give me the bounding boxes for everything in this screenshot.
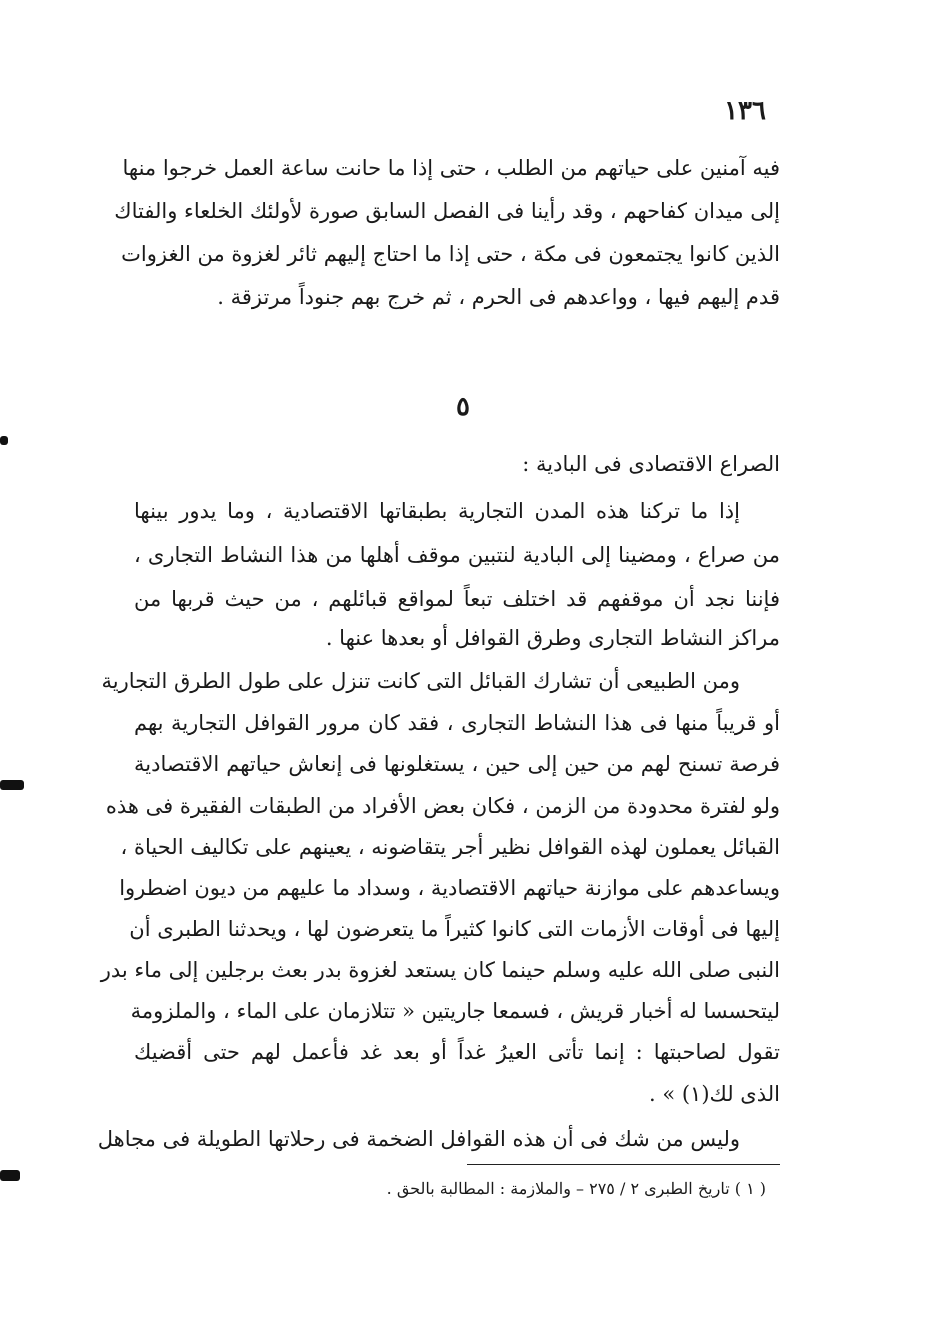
text-line: الذى لك(١) » . — [648, 1082, 780, 1106]
section-heading: الصراع الاقتصادى فى البادية : — [522, 452, 780, 476]
text-line: ويساعدهم على موازنة حياتهم الاقتصادية ، وسداد ما عليهم من ديون اضطروا — [119, 876, 780, 900]
text-line: تقول لصاحبتها : إنما تأتى العيرُ غداً أو بعد غد فأعمل لهم حتى أقضيك — [134, 1040, 780, 1064]
text-line: وليس من شك فى أن هذه القوافل الضخمة فى رحلاتها الطويلة فى مجاهل — [97, 1127, 740, 1151]
text-line: القبائل يعملون لهذه القوافل نظير أجر يتقاضونه ، يعينهم على تكاليف الحياة ، — [120, 835, 780, 859]
page-number: ١٣٦ — [724, 96, 766, 126]
text-line: ولو لفترة محدودة من الزمن ، فكان بعض الأفراد من الطبقات الفقيرة فى هذه — [105, 794, 780, 818]
section-number: ٥ — [456, 392, 470, 422]
text-line: فرصة تسنح لهم من حين إلى حين ، يستغلونها فى إنعاش حياتهم الاقتصادية — [134, 752, 780, 776]
footnote: ( ١ ) تاريخ الطبرى ٢ / ٢٧٥ – والملازمة : المطالبة بالحق . — [386, 1179, 766, 1198]
text-line: ليتحسسا له أخبار قريش ، فسمعا جاريتين « تتلازمان على الماء ، والملزومة — [130, 999, 780, 1023]
text-line: الذين كانوا يجتمعون فى مكة ، حتى إذا ما احتاج إليهم ثائر لغزوة من الغزوات — [121, 242, 780, 266]
text-line: ومن الطبيعى أن تشارك القبائل التى كانت تنزل على طول الطرق التجارية — [101, 669, 740, 693]
footnote-divider — [467, 1164, 780, 1165]
scan-margin-mark — [0, 436, 8, 445]
text-line: من صراع ، ومضينا إلى البادية لنتبين موقف أهلها من هذا النشاط التجارى ، — [134, 543, 780, 567]
scan-margin-mark — [0, 780, 24, 790]
text-line: قدم إليهم فيها ، وواعدهم فى الحرم ، ثم خرج بهم جنوداً مرتزقة . — [217, 285, 780, 309]
scan-margin-mark — [0, 1170, 20, 1181]
text-line: مراكز النشاط التجارى وطرق القوافل أو بعدها عنها . — [325, 626, 780, 650]
text-line: النبى صلى الله عليه وسلم حينما كان يستعد لغزوة بدر بعث برجلين إلى ماء بدر — [100, 958, 780, 982]
text-line: فيه آمنين على حياتهم من الطلب ، حتى إذا ما حانت ساعة العمل خرجوا منها — [122, 156, 780, 180]
text-line: إلى ميدان كفاحهم ، وقد رأينا فى الفصل السابق صورة لأولئك الخلعاء والفتاك — [114, 199, 780, 223]
text-line: فإننا نجد أن موقفهم قد اختلف تبعاً لمواقع قبائلهم ، من حيث قربها من — [134, 587, 780, 611]
text-line: إذا ما تركنا هذه المدن التجارية بطبقاتها الاقتصادية ، وما يدور بينها — [134, 499, 740, 523]
text-line: إليها فى أوقات الأزمات التى كانوا كثيراً ما يتعرضون لها ، ويحدثنا الطبرى أن — [129, 917, 780, 941]
text-line: أو قريباً منها فى هذا النشاط التجارى ، فقد كان مرور القوافل التجارية بهم — [134, 711, 780, 735]
